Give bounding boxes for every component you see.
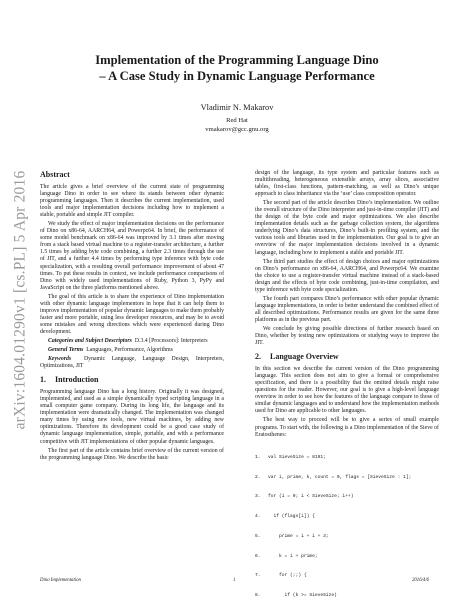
author-name: Vladimir N. Makarov [200, 103, 274, 112]
general-terms-label: General Terms [48, 347, 84, 354]
abstract-paragraph-1: The article gives a brief overview of the current state of programming language Dino in order to see where its stands between other dynamic programming languages. Then it describes the current implementation, used tools and major implementation decisions including how to implement a stable, portable and simple JIT compiler. [40, 184, 224, 219]
code-line [255, 494, 439, 501]
general-terms-line [40, 347, 224, 354]
author-block [50, 102, 424, 134]
code-line [255, 455, 439, 462]
code-line-text: if (k >= SieveSize) [268, 593, 337, 599]
arxiv-id-text: arXiv:1604.01290v1 [cs.PL] 5 Apr 2016 [11, 170, 29, 430]
introduction-paragraph-1: Programming language Dino has a long history. Originally it was designed, implemented, and used as a simple dynamically typed scripting language in a small computer game company. During its long life, the language and its implementation were dramatically changed. The implementation was changed many times by using new tools, new virtual machines, by adding new optimizations. Therefore its development could be a good case study of dynamic language implementation, simple, portable, and with a performance competitive with JIT implementations of other popular dynamic languages. [40, 389, 224, 445]
introduction-number: 1. [40, 375, 46, 385]
introduction-paragraph-2: The first part of the article contains brief overview of the current version of the programming language Dino. We describe the basic [40, 447, 224, 461]
title-line-2: – A Case Study in Dynamic Language Performance [99, 69, 375, 83]
code-line-number: 6. [255, 553, 261, 559]
left-column [40, 170, 224, 464]
overview-number: 2. [255, 352, 261, 362]
overview-paragraph-2: The best way to proceed will be to give a series of small example programs. To start with, the following is a Dino implementation of the Sieve of Eratosthenes: [255, 417, 439, 438]
code-line-number: 8. [255, 593, 261, 599]
right-paragraph-0: design of the language, its type system and particular features such as multithreading, heterogeneous extensible arrays, array slices, associative tables, first-class functions, pattern-matching, as well as Dino’s unique approach to class inheritance via the ‘use’ class composition operator. [255, 170, 439, 198]
categories-line [40, 338, 224, 345]
paper-title [50, 52, 424, 84]
abstract-paragraph-3: The goal of this article is to share the experience of Dino implementation with other dynamic language implementors in hope that it can help them to improve implementation of popular dynamic languages to make them probably faster and more portable, using less developer resources, and may be to avoid some mistakes and wrong directions which were experienced during Dino development. [40, 293, 224, 335]
code-line-number: 7. [255, 573, 261, 579]
keywords-label: Keywords [48, 356, 72, 363]
code-line-number: 2. [255, 474, 261, 480]
overview-paragraph-1: In this section we describe the current version of the Dino programming language. This section does not aim to give a formal or comprehensive specification, and there is a possibility that the omitted details might raise questions for the reader. However, our goal is to give a high-level language overview in order to see how the features of the language compare to those of similar dynamic languages and to understand how the implementation methods used for Dino are applicable to other languages. [255, 366, 439, 415]
introduction-heading [40, 375, 224, 385]
introduction-title: Introduction [55, 375, 99, 385]
code-line-number: 3. [255, 494, 261, 500]
footer-page-number: 1 [233, 578, 236, 583]
code-line-number: 4. [255, 514, 261, 520]
right-paragraph-4: We conclude by giving possible directions of further research based on Dino, whether by testing new optimizations or studying ways to improve the JIT. [255, 325, 439, 347]
right-paragraph-1: The second part of the article describes Dino’s implementation. We outline the overall structure of the Dino interpreter and just-in-time compiler (JIT) and the design of the byte code and major optimizations. We also describe implementation details such as the garbage collection system, the algorithms underlying Dino’s data structures, Dino’s built-in profiling system, and the various tools and libraries used in the implementation. Our goal is to give an overview of the major implementation decisions involved in a dynamic language, including how to implement a stable and portable JIT. [255, 200, 439, 256]
arxiv-identifier [6, 150, 34, 450]
code-line-text: if (flags[i]) { [268, 514, 315, 520]
footer-date: 2016/4/6 [412, 578, 430, 583]
right-paragraph-3: The fourth part compares Dino’s performance with other popular dynamic language implementations, in order to better understand the combined effect of all described optimizations. Performance results are given for the same three platforms as in the previous part. [255, 295, 439, 323]
footer-running-title: Dino Implementation [40, 578, 81, 583]
right-paragraph-2: The third part studies the effect of design choices and major optimizations on Dino’s performance on x86-64, AARCH64, and Powerpc64. We examine the choice to use a register-transfer virtual machine instead of a stack-based design and the effects of byte code combining, just-in-time compilation, and type inference with byte code specialization. [255, 258, 439, 293]
code-listing [255, 442, 439, 613]
general-terms-text: Languages, Performance, Algorithms [86, 347, 173, 354]
title-line-1: Implementation of the Programming Language Dino [95, 53, 379, 67]
code-line-number: 5. [255, 533, 261, 539]
categories-text: D.3.4 [Processors]: Interpreters [134, 337, 208, 344]
keywords-line [40, 356, 224, 370]
abstract-heading: Abstract [40, 170, 70, 179]
categories-label: Categories and Subject Descriptors [48, 337, 132, 344]
code-line [255, 475, 439, 482]
code-line [255, 514, 439, 521]
code-line-text: val SieveSize = 8191; [268, 454, 326, 460]
code-line-text: for (;;) { [268, 573, 307, 579]
overview-title: Language Overview [270, 352, 339, 362]
code-line-text: k = i + prime; [268, 553, 318, 559]
abstract-paragraph-2: We study the effect of major implementation decisions on the performance of Dino on x86-64, AARCH64, and Powerpc64. In brief, the performance of some model benchmark on x86-64 was improved by 3.1 times after moving from a stack based virtual machine to a register-transfer architecture, a further 1.5 times by adding byte code combining, a further 2.3 times through the use of JIT, and a further 4.4 times by performing type inference with byte code specialization, with a resulting overall performance improvement of about 47 times. To put these results in context, we include performance comparisons of Dino with widely used implementations of Ruby, Python 3, PyPy and JavaScript on the three platforms mentioned above. [40, 221, 224, 291]
code-line [255, 593, 439, 600]
code-line [255, 534, 439, 541]
language-overview-heading [255, 352, 439, 362]
author-email: vmakarov@gcc.gnu.org [205, 126, 269, 133]
author-affiliation: Red Hat [226, 117, 248, 124]
code-line-text: for (i = 0; i < SieveSize; i++) [268, 494, 354, 500]
keywords-text: Dynamic Language, Language Design, Interpreters, Optimizations, JIT [40, 356, 224, 370]
code-line-number: 1. [255, 454, 261, 460]
right-column [255, 170, 439, 613]
code-line-text: var i, prime, k, count = 0, flags = [SieveSize : 1]; [268, 474, 412, 480]
code-line [255, 554, 439, 561]
code-line-text: prime = i + i + 3; [268, 533, 329, 539]
